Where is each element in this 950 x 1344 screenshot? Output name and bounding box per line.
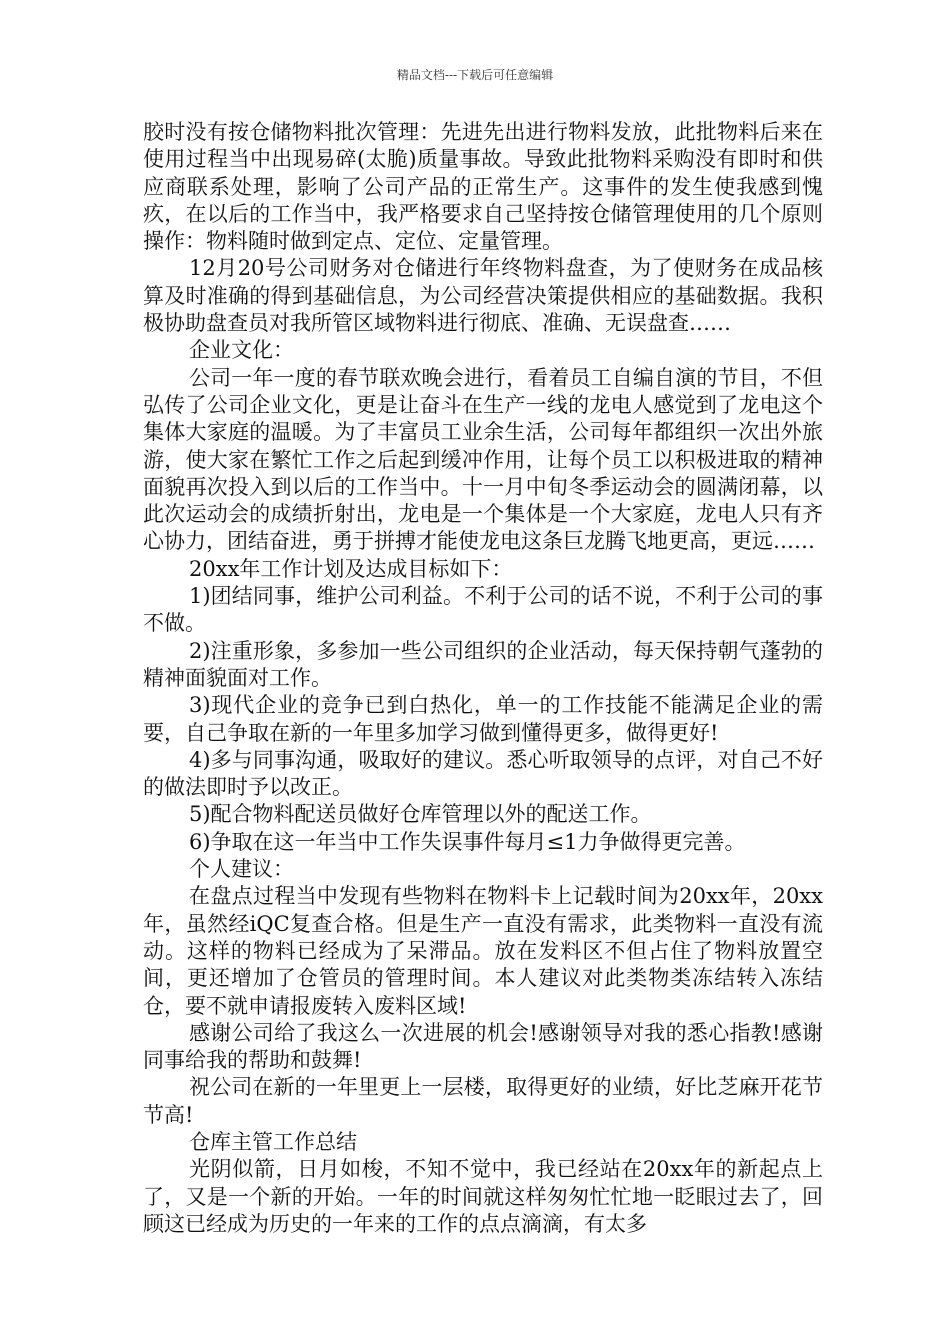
plan-item-3: 3)现代企业的竞争已到白热化，单一的工作技能不能满足企业的需要，自己争取在新的一年里多加学习做到懂得更多，做得更好! xyxy=(143,693,823,745)
section-title-warehouse-summary: 仓库主管工作总结 xyxy=(189,1129,357,1154)
plan-item-5: 5)配合物料配送员做好仓库管理以外的配送工作。 xyxy=(189,802,652,827)
paragraph-thanks: 感谢公司给了我这么一次进展的机会!感谢领导对我的悉心指教!感谢同事给我的帮助和鼓舞! xyxy=(143,1020,823,1073)
section-heading-personal-suggestion: 个人建议： xyxy=(189,857,294,882)
paragraph-personal-suggestion: 在盘点过程当中发现有些物料在物料卡上记载时间为20xx年，20xx年，虽然经iQC复查合格。但是生产一直没有需求，此类物料一直没有流动。这样的物料已经成为了呆滞品。放在发料区不但占住了物料放置空间，更还增加了仓管员的管理时间。本人建议对此类物类冻结转入冻结仓，要不就申请报废转入废料区域! xyxy=(143,884,823,1018)
plan-item-4: 4)多与同事沟通，吸取好的建议。悉心听取领导的点评，对自己不好的做法即时予以改正。 xyxy=(143,747,823,800)
paragraph-inventory-check: 12月20号公司财务对仓储进行年终物料盘查，为了使财务在成品核算及时准确的得到基础信息，为公司经营决策提供相应的基础数据。我积极协助盘查员对我所管区域物料进行彻底、准确、无误盘查…… xyxy=(143,256,823,336)
section-heading-corporate-culture: 企业文化： xyxy=(189,338,294,363)
paragraph-summary-intro: 光阴似箭，日月如梭，不知不觉中，我已经站在20xx年的新起点上了，又是一个新的开始。一年的时间就这样匆匆忙忙地一眨眼过去了，回顾这已经成为历史的一年来的工作的点点滴滴，有太多 xyxy=(143,1157,823,1236)
paragraph-wishes: 祝公司在新的一年里更上一层楼，取得更好的业绩，好比芝麻开花节节高! xyxy=(143,1075,823,1127)
plan-item-1: 1)团结同事，维护公司利益。不利于公司的话不说，不利于公司的事不做。 xyxy=(143,584,823,636)
page-header: 精品文档---下载后可任意编辑 xyxy=(396,68,554,82)
paragraph-corporate-culture: 公司一年一度的春节联欢晚会进行，看着员工自编自演的节目，不但弘传了公司企业文化，更是让奋斗在生产一线的龙电人感觉到了龙电这个集体大家庭的温暖。为了丰富员工业余生活，公司每年都组织一次出外旅游，使大家在繁忙工作之后起到缓冲作用，让每个员工以积极进取的精神面貌再次投入到以后的工作当中。十一月中旬冬季运动会的圆满闭幕，以此次运动会的成绩折射出，龙电是一个集体是一个大家庭，龙电人只有齐心协力，团结奋进，勇于拼搏才能使龙电这条巨龙腾飞地更高，更远…… xyxy=(143,365,823,554)
paragraph-continued-text: 胶时没有按仓储物料批次管理：先进先出进行物料发放，此批物料后来在使用过程当中出现易碎(太脆)质量事故。导致此批物料采购没有即时和供应商联系处理，影响了公司产品的正常生产。这事件的发生使我感到愧疚，在以后的工作当中，我严格要求自己坚持按仓储管理使用的几个原则操作：物料随时做到定点、定位、定量管理。 xyxy=(143,120,823,254)
document-body xyxy=(143,119,823,1238)
plan-item-6: 6)争取在这一年当中工作失误事件每月≤1力争做得更完善。 xyxy=(189,829,746,854)
section-heading-work-plan: 20xx年工作计划及达成目标如下： xyxy=(189,556,513,581)
plan-item-2: 2)注重形象，多参加一些公司组织的企业活动，每天保持朝气蓬勃的精神面貌面对工作。 xyxy=(143,638,823,690)
